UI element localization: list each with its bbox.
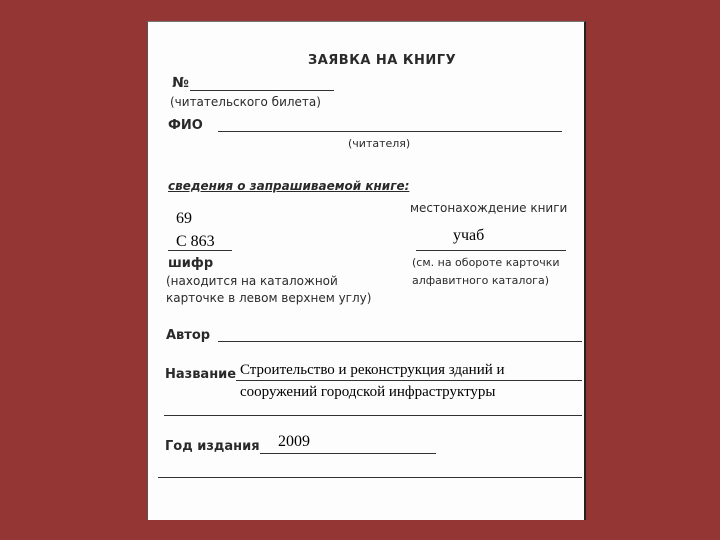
book-request-form [147, 21, 586, 520]
location-line [416, 250, 566, 251]
year-line [260, 453, 436, 454]
year-value: 2009 [278, 433, 310, 450]
year-label: Год издания [165, 439, 260, 454]
shelfmark-value-line2: С 863 [176, 233, 215, 250]
shelfmark-note-line2: карточке в левом верхнем углу) [166, 291, 372, 305]
fio-line [218, 131, 562, 132]
location-note-line1: (см. на обороте карточки [412, 256, 560, 269]
title-line [236, 380, 582, 381]
shelfmark-note-line1: (находится на каталожной [166, 274, 338, 288]
reader-note: (читателя) [348, 137, 411, 150]
number-label: № [172, 75, 189, 91]
shelfmark-label: шифр [168, 256, 214, 271]
shelfmark-value-line1: 69 [176, 210, 192, 227]
shelfmark-line [168, 250, 232, 251]
fio-label: ФИО [168, 118, 203, 133]
location-value: учаб [453, 227, 485, 244]
title-value-line2: сооружений городской инфраструктуры [240, 384, 496, 400]
location-label: местонахождение книги [410, 201, 568, 215]
bottom-line [158, 477, 582, 478]
title-continuation-line [164, 415, 582, 416]
author-label: Автор [166, 328, 211, 343]
author-line [218, 341, 582, 342]
title-value-line1: Строительство и реконструкция зданий и [240, 362, 505, 378]
number-line [190, 90, 334, 91]
book-info-heading: сведения о запрашиваемой книге: [168, 179, 410, 193]
form-title: ЗАЯВКА НА КНИГУ [308, 53, 457, 68]
title-label: Название [165, 367, 237, 382]
location-note-line2: алфавитного каталога) [412, 274, 549, 287]
reader-card-note: (читательского билета) [170, 95, 321, 109]
